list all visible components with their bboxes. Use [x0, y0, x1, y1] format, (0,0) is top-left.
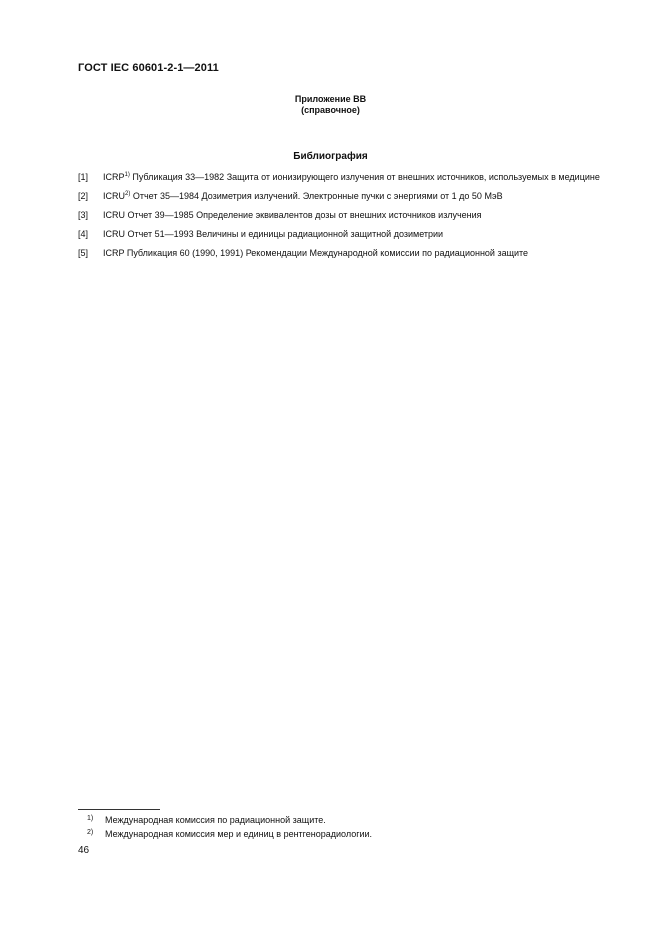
reference-org: ICRP	[103, 172, 125, 182]
reference-item	[78, 229, 618, 240]
reference-number: [4]	[78, 229, 89, 239]
footnote-item	[87, 829, 373, 840]
page-number: 46	[78, 845, 90, 856]
reference-body: Отчет 51—1993 Величины и единицы радиационной защитной дозиметрии	[125, 229, 444, 239]
footnote-mark: 2)	[87, 829, 94, 836]
reference-number: [3]	[78, 210, 89, 220]
reference-org: ICRU	[103, 210, 125, 220]
reference-text	[103, 229, 618, 240]
reference-org: ICRP	[103, 248, 125, 258]
reference-text	[103, 210, 618, 221]
reference-item	[78, 210, 618, 221]
reference-item	[78, 248, 618, 259]
reference-item	[78, 191, 618, 202]
reference-body: Публикация 33—1982 Защита от ионизирующего излучения от внешних источников, используемых в медицине	[129, 172, 600, 182]
reference-body: Отчет 39—1985 Определение эквивалентов дозы от внешних источников излучения	[125, 210, 482, 220]
reference-text	[103, 191, 618, 202]
footnote-item	[87, 815, 326, 826]
footnote-text: Международная комиссия мер и единиц в рентгенорадиологии.	[105, 829, 373, 839]
reference-body: Публикация 60 (1990, 1991) Рекомендации Международной комиссии по радиационной защите	[124, 248, 529, 258]
footnote-mark: 2)	[125, 191, 131, 197]
reference-body: Отчет 35—1984 Дозиметрия излучений. Электронные пучки с энергиями от 1 до 50 МэВ	[130, 191, 503, 201]
document-code: ГОСТ IEC 60601-2-1—2011	[78, 62, 219, 74]
footnote-mark: 1)	[124, 172, 130, 178]
reference-item	[78, 172, 618, 183]
reference-text	[103, 172, 618, 183]
footnote-text: Международная комиссия по радиационной защите.	[105, 815, 326, 825]
reference-number: [1]	[78, 172, 89, 182]
annex-subtitle: (справочное)	[301, 105, 360, 115]
bibliography-title: Библиография	[293, 151, 368, 162]
annex-heading	[0, 94, 661, 116]
reference-number: [2]	[78, 191, 89, 201]
annex-title: Приложение ВВ	[294, 94, 367, 104]
reference-org: ICRU	[103, 229, 125, 239]
reference-text	[103, 248, 618, 259]
footnote-mark: 1)	[87, 815, 94, 822]
footnote-separator	[78, 809, 160, 810]
bibliography-list	[78, 172, 618, 259]
reference-number: [5]	[78, 248, 89, 258]
reference-org: ICRU	[103, 191, 125, 201]
